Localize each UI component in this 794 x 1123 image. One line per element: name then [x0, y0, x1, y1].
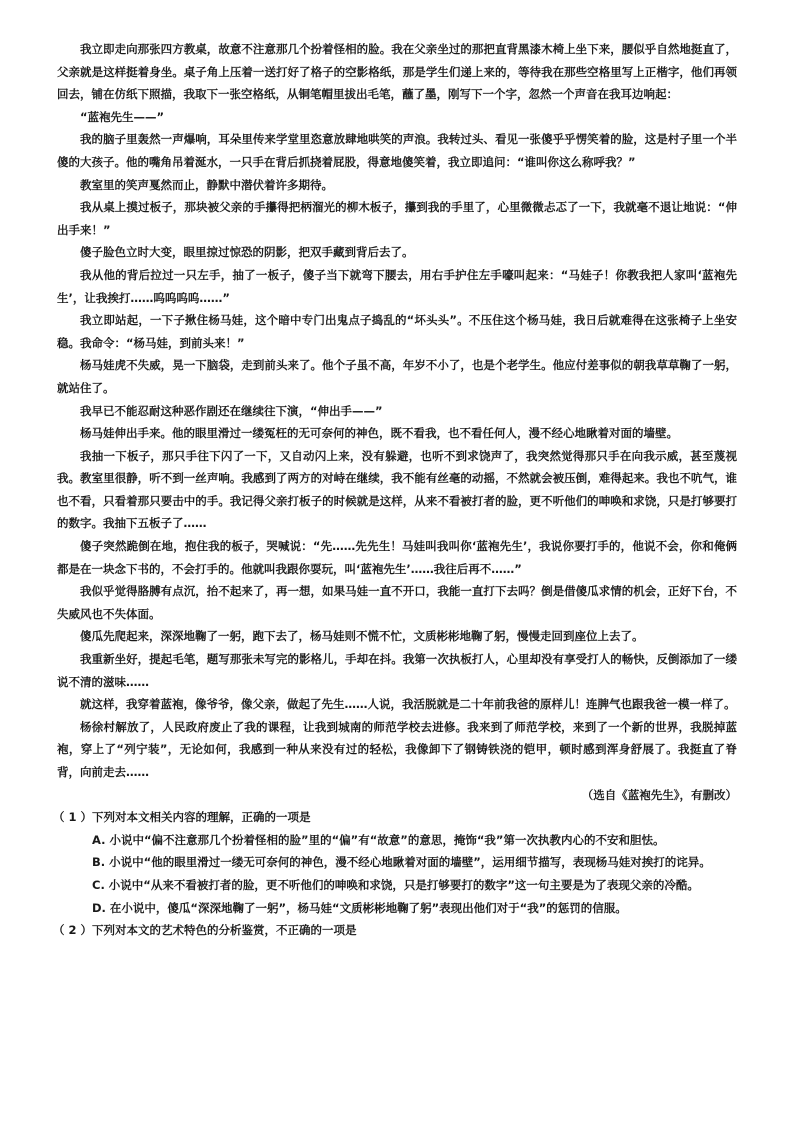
paragraph: 我重新坐好，提起毛笔，题写那张未写完的影格儿，手却在抖。我第一次执板打人，心里却没有享受打人的畅快，反倒添加了一缕说不清的滋味……: [57, 652, 737, 689]
paragraph: “蓝袍先生——”: [80, 109, 165, 124]
paragraph: 杨马娃虎不失威，晃一下脑袋，走到前头来了。他个子虽不高，年岁不小了，也是个老学生。他应付差事似的朝我草草鞠了一躬，就站住了。: [57, 358, 737, 395]
paragraph: 我立即站起，一下子揪住杨马娃，这个暗中专门出鬼点子捣乱的“坏头头”。不压住这个杨马娃，我日后就难得在这张椅子上坐安稳。我命令：“杨马娃，到前头来！”: [57, 313, 737, 350]
question-2: [53, 919, 737, 942]
question-1: [53, 806, 737, 919]
paragraph: 我的脑子里轰然一声爆响，耳朵里传来学堂里恣意放肆地哄笑的声浪。我转过头、看见一张傻乎乎愣笑着的脸，这是村子里一个半傻的大孩子。他的嘴角吊着涎水，一只手在背后抓挠着屁股，得意地傻笑着，我立即追问：“谁叫你这么称呼我？”: [57, 132, 737, 169]
paragraph: 我立即走向那张四方教桌，故意不注意那几个扮着怪相的脸。我在父亲坐过的那把直背黑漆木椅上坐下来，腰似乎自然地挺直了，父亲就是这样挺着身坐。桌子角上压着一送打好了格子的空影格纸，那是学生们递上来的，等待我在那些空格里写上正楷字，他们再领回去，铺在仿纸下照描，我取下一张空格纸，从铜笔帽里拔出毛笔，蘸了墨，刚写下一个字，忽然一个声音在我耳边响起：: [57, 42, 737, 102]
paragraph: 我早已不能忍耐这种恶作剧还在继续往下演，“伸出手——”: [80, 403, 383, 418]
paragraph: 教室里的笑声戛然而止，静默中潜伏着许多期待。: [80, 177, 333, 192]
option-c: C. 小说中“从来不看被打者的脸，更不听他们的呻唤和求饶，只是打够要打的数字”这一句主要是为了表现父亲的冷酷。: [92, 877, 699, 892]
option-a: A. 小说中“偏不注意那几个扮着怪相的脸”里的“偏”有“故意”的意思，掩饰“我”第一次执教内心的不安和胆怯。: [92, 832, 665, 847]
paragraph: 我从桌上摸过板子，那块被父亲的手攥得把柄溜光的柳木板子，攥到我的手里了，心里微微忐忑了一下，我就毫不退让地说：“伸出手来！”: [57, 200, 737, 237]
paragraph: 我抽一下板子，那只手往下闪了一下，又自动闪上来，没有躲避，也听不到求饶声了，我突然觉得那只手在向我示威，甚至蔑视我。教室里很静，听不到一丝声响。我感到了两方的对峙在继续，我不能有丝毫的动摇，不然就会被压倒，难得起来。我也不吭气，谁也不看，只看着那只要击中的手。我记得父亲打板子的时候就是这样，从来不看被打者的脸，更不听他们的呻唤和求饶，只是打够要打的数字。我抽下五板子了……: [57, 448, 737, 531]
paragraph: 傻瓜先爬起来，深深地鞠了一躬，跑下去了，杨马娃则不慌不忙，文质彬彬地鞠了躬，慢慢走回到座位上去了。: [80, 629, 644, 644]
paragraph: 傻子突然跪倒在地，抱住我的板子，哭喊说：“先……先先生！马娃叫我叫你‘蓝袍先生’，我说你要打手的，他说不会，你和俺俩都是在一块念下书的，不会打手的。他就叫我跟你耍玩，叫‘蓝袍先生’……我往后再不……”: [57, 539, 737, 576]
question-stem: （ 1 ）下列对本文相关内容的理解，正确的一项是: [53, 810, 311, 825]
story-text: [57, 38, 737, 806]
option-b: B. 小说中“他的眼里滑过一缕无可奈何的神色，漫不经心地瞅着对面的墙壁”，运用细节描写，表现杨马娃对挨打的诧异。: [92, 855, 711, 870]
source-citation: （选自《蓝袍先生》，有删改）: [581, 787, 737, 802]
paragraph: 就这样，我穿着蓝袍，像爷爷，像父亲，做起了先生……人说，我活脱就是二十年前我爸的原样儿！连脾气也跟我爸一模一样了。: [80, 697, 736, 712]
paragraph: 傻子脸色立时大变，眼里掠过惊恐的阴影，把双手藏到背后去了。: [80, 245, 414, 260]
paragraph: 杨马娃伸出手来。他的眼里滑过一缕冤枉的无可奈何的神色，既不看我，也不看任何人，漫不经心地瞅着对面的墙壁。: [80, 426, 678, 441]
paragraph: 我似乎觉得胳膊有点沉，抬不起来了，再一想，如果马娃一直不开口，我能一直打下去吗？倒是借傻瓜求情的机会，正好下台，不失威风也不失体面。: [57, 584, 737, 621]
paragraph: 杨徐村解放了，人民政府废止了我的课程，让我到城南的师范学校去进修。我来到了师范学校，来到了一个新的世界，我脱掉蓝袍，穿上了“列宁装”，无论如何，我感到一种从来没有过的轻松，我像卸下了钢铸铁浇的铠甲，顿时感到浑身舒展了。我挺直了脊背，向前走去……: [57, 719, 737, 779]
option-d: D. 在小说中，傻瓜“深深地鞠了一躬”，杨马娃“文质彬彬地鞠了躬”表现出他们对于“我”的惩罚的信服。: [92, 900, 627, 915]
paragraph: 我从他的背后拉过一只左手，抽了一板子，傻子当下就弯下腰去，用右手护住左手嚎叫起来：“马娃子！你教我把人家叫‘蓝袍先生’，让我挨打……呜呜呜呜……”: [57, 267, 737, 305]
question-stem: （ 2 ）下列对本文的艺术特色的分析鉴赏，不正确的一项是: [53, 923, 357, 938]
